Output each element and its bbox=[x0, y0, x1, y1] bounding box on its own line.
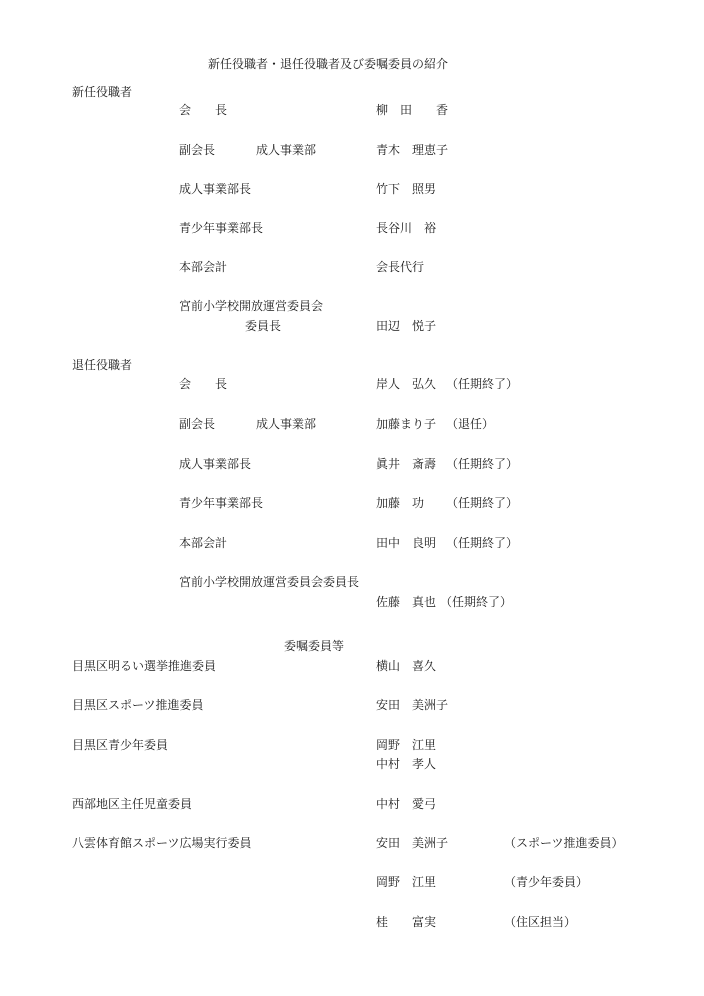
ret-note-2: （退任） bbox=[446, 417, 495, 431]
ret-role-3: 成人事業部長 bbox=[179, 457, 252, 471]
page-title: 新任役職者・退任役職者及び委嘱委員の紹介 bbox=[208, 57, 449, 71]
com-name-1: 横山 喜久 bbox=[376, 659, 437, 673]
ret-role-4: 青少年事業部長 bbox=[179, 496, 264, 510]
new-name-1: 柳 田 香 bbox=[376, 103, 449, 117]
com-note-5a: （スポーツ推進委員） bbox=[504, 836, 624, 850]
com-name-2: 安田 美洲子 bbox=[376, 698, 449, 712]
ret-name-3: 眞井 斎壽 bbox=[376, 457, 437, 471]
com-committee-5: 八雲体育館スポーツ広場実行委員 bbox=[72, 836, 252, 850]
new-role-4: 青少年事業部長 bbox=[179, 221, 264, 235]
com-committee-4: 西部地区主任児童委員 bbox=[72, 797, 193, 811]
ret-dept-2: 成人事業部 bbox=[256, 417, 317, 431]
new-role-3: 成人事業部長 bbox=[179, 182, 252, 196]
ret-name-4: 加藤 功 bbox=[376, 496, 425, 510]
com-note-5b: （青少年委員） bbox=[504, 875, 589, 889]
new-role-1: 会 長 bbox=[179, 103, 228, 117]
ret-note-5: （任期終了） bbox=[446, 536, 519, 550]
ret-name-6: 佐藤 真也 bbox=[376, 595, 437, 609]
com-name-5a: 安田 美洲子 bbox=[376, 836, 449, 850]
new-role-6: 宮前小学校開放運営委員会 bbox=[179, 299, 324, 313]
com-committee-3: 目黒区青少年委員 bbox=[72, 738, 169, 752]
com-name-3b: 中村 孝人 bbox=[376, 757, 437, 771]
new-name-4: 長谷川 裕 bbox=[376, 221, 437, 235]
new-dept-6: 委員長 bbox=[245, 319, 282, 333]
new-name-2: 青木 理恵子 bbox=[376, 143, 449, 157]
ret-role-1: 会 長 bbox=[179, 377, 228, 391]
com-name-5c: 桂 富実 bbox=[376, 915, 437, 929]
new-dept-2: 成人事業部 bbox=[256, 143, 317, 157]
new-role-5: 本部会計 bbox=[179, 260, 228, 274]
new-name-5: 会長代行 bbox=[376, 260, 425, 274]
ret-note-3: （任期終了） bbox=[446, 457, 519, 471]
ret-role-6: 宮前小学校開放運営委員会委員長 bbox=[179, 575, 360, 589]
ret-name-1: 岸人 弘久 bbox=[376, 377, 437, 391]
commissioned-heading: 委嘱委員等 bbox=[284, 639, 345, 653]
com-committee-2: 目黒区スポーツ推進委員 bbox=[72, 698, 204, 712]
com-name-4: 中村 愛弓 bbox=[376, 797, 437, 811]
com-note-5c: （住区担当） bbox=[504, 915, 577, 929]
ret-note-1: （任期終了） bbox=[446, 377, 519, 391]
retired-officers-heading: 退任役職者 bbox=[72, 358, 133, 372]
ret-note-6: （任期終了） bbox=[440, 595, 513, 609]
new-name-3: 竹下 照男 bbox=[376, 182, 437, 196]
ret-name-2: 加藤まり子 bbox=[376, 417, 437, 431]
new-role-2: 副会長 bbox=[179, 143, 216, 157]
ret-note-4: （任期終了） bbox=[446, 496, 519, 510]
new-officers-heading: 新任役職者 bbox=[72, 85, 133, 99]
com-committee-1: 目黒区明るい選挙推進委員 bbox=[72, 659, 217, 673]
com-name-3a: 岡野 江里 bbox=[376, 738, 437, 752]
ret-role-5: 本部会計 bbox=[179, 536, 228, 550]
new-name-6: 田辺 悦子 bbox=[376, 319, 437, 333]
ret-name-5: 田中 良明 bbox=[376, 536, 437, 550]
com-name-5b: 岡野 江里 bbox=[376, 875, 437, 889]
ret-role-2: 副会長 bbox=[179, 417, 216, 431]
